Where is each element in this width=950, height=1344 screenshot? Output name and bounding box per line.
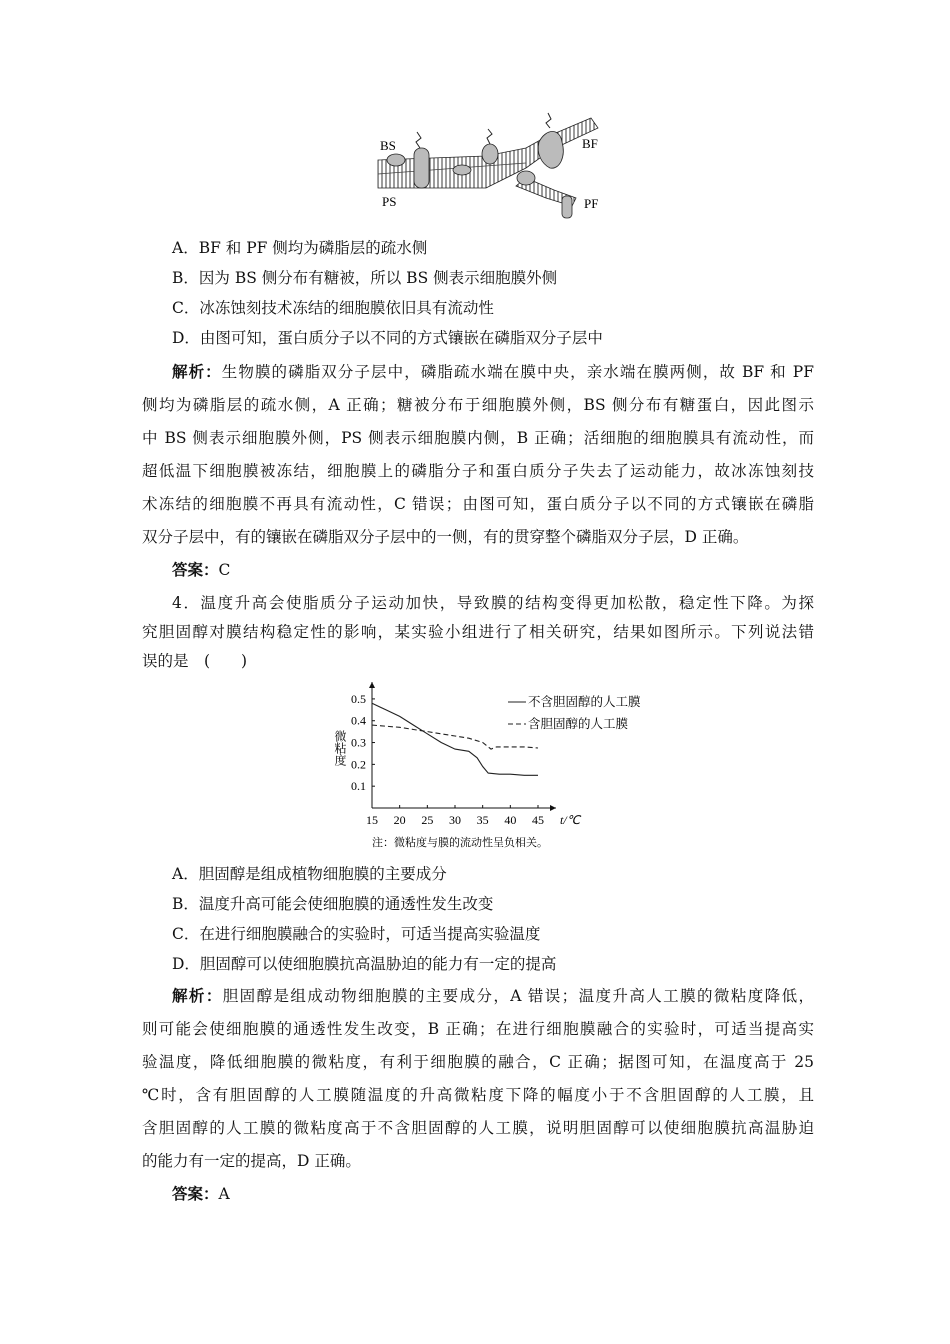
label-ps: PS bbox=[382, 194, 397, 209]
label-bs: BS bbox=[380, 138, 396, 153]
q4-stem-line-3: 误的是 ( ) bbox=[142, 652, 248, 670]
q4-stem-line-2: 究胆固醇对膜结构稳定性的影响，某实验小组进行了相关研究，结果如图所示。下列说法错 bbox=[142, 623, 814, 641]
q3-analysis-line-3: 中 BS 侧表示细胞膜外侧，PS 侧表示细胞膜内侧，B 正确；活细胞的细胞膜具有流动性，而 bbox=[142, 429, 814, 447]
label-pf: PF bbox=[584, 196, 599, 211]
q3-analysis-line-4: 超低温下细胞膜被冻结，细胞膜上的磷脂分子和蛋白质分子失去了运动能力，故冰冻蚀刻技 bbox=[142, 462, 814, 480]
x-tick-label: 20 bbox=[393, 813, 406, 827]
membrane-diagram bbox=[376, 108, 608, 230]
y-tick-label: 0.5 bbox=[351, 691, 366, 706]
q4-analysis-label: 解析： bbox=[172, 986, 223, 1005]
legend-label-1: 不含胆固醇的人工膜 bbox=[528, 695, 641, 709]
y-axis-label: 微粘度 bbox=[333, 730, 347, 766]
q4-option-a: A．胆固醇是组成植物细胞膜的主要成分 bbox=[172, 865, 447, 883]
q4-option-d: D．胆固醇可以使细胞膜抗高温胁迫的能力有一定的提高 bbox=[172, 955, 557, 973]
q3-analysis-line-1: 解析：生物膜的磷脂双分子层中，磷脂疏水端在膜中央，亲水端在膜两侧，故 BF 和 PF bbox=[172, 362, 814, 381]
q3-option-b: B．因为 BS 侧分布有糖被，所以 BS 侧表示细胞膜外侧 bbox=[172, 269, 558, 287]
q3-option-c: C．冰冻蚀刻技术冻结的细胞膜依旧具有流动性 bbox=[172, 299, 494, 317]
y-tick-label: 0.2 bbox=[351, 757, 366, 772]
q4-analysis-line-4: ℃时，含有胆固醇的人工膜随温度的升高微粘度下降的幅度小于不含胆固醇的人工膜，且 bbox=[142, 1086, 814, 1104]
series-line-1 bbox=[372, 703, 538, 775]
q4-answer bbox=[172, 1184, 814, 1204]
x-tick-label: 45 bbox=[532, 813, 544, 827]
q4-option-b: B．温度升高可能会使细胞膜的通透性发生改变 bbox=[172, 895, 494, 913]
q4-answer-value: A bbox=[218, 1185, 230, 1203]
chart-note: 注：微粘度与膜的流动性呈负相关。 bbox=[372, 837, 548, 849]
q3-analysis-line-6: 双分子层中，有的镶嵌在磷脂双分子层中的一侧，有的贯穿整个磷脂双分子层，D 正确。 bbox=[142, 528, 749, 546]
x-tick-label: 15 bbox=[366, 813, 378, 827]
q4-analysis-line-2: 则可能会使细胞膜的通透性发生改变，B 正确；在进行细胞膜融合的实验时，可适当提高实 bbox=[142, 1020, 814, 1038]
q3-analysis-label: 解析： bbox=[172, 362, 222, 381]
q3-analysis-line-2: 侧均为磷脂层的疏水侧，A 正确；糖被分布于细胞膜外侧，BS 侧分布有糖蛋白，因此图示 bbox=[142, 396, 814, 414]
q4-analysis-line-6: 的能力有一定的提高，D 正确。 bbox=[142, 1152, 361, 1170]
q4-answer-label: 答案： bbox=[172, 1184, 219, 1203]
q4-stem-line-1: 4．温度升高会使脂质分子运动加快，导致膜的结构变得更加松散，稳定性下降。为探 bbox=[172, 594, 814, 612]
viscosity-chart bbox=[320, 680, 680, 855]
q4-option-c: C．在进行细胞膜融合的实验时，可适当提高实验温度 bbox=[172, 925, 541, 943]
q3-answer-value: C bbox=[218, 561, 231, 579]
y-axis-arrow bbox=[369, 682, 375, 688]
y-tick-label: 0.1 bbox=[351, 779, 366, 794]
label-bf: BF bbox=[582, 136, 598, 151]
x-tick-label: 40 bbox=[504, 813, 517, 827]
x-axis-label: t/℃ bbox=[560, 813, 581, 827]
x-tick-label: 30 bbox=[449, 813, 461, 827]
q3-option-d: D．由图可知，蛋白质分子以不同的方式镶嵌在磷脂双分子层中 bbox=[172, 329, 603, 347]
q4-analysis-line-5: 含胆固醇的人工膜的微粘度高于不含胆固醇的人工膜，说明胆固醇可以使细胞膜抗高温胁迫 bbox=[142, 1119, 814, 1137]
x-axis-arrow bbox=[550, 805, 556, 811]
q3-option-a: A．BF 和 PF 侧均为磷脂层的疏水侧 bbox=[172, 239, 428, 257]
x-tick-label: 25 bbox=[421, 813, 434, 827]
legend-label-2: 含胆固醇的人工膜 bbox=[528, 717, 629, 731]
q3-analysis-line-5: 术冻结的细胞膜不再具有流动性，C 错误；由图可知，蛋白质分子以不同的方式镶嵌在磷脂 bbox=[142, 495, 814, 513]
q4-analysis-line-1: 解析：胆固醇是组成动物细胞膜的主要成分，A 错误；温度升高人工膜的微粘度降低， bbox=[172, 986, 814, 1005]
y-tick-label: 0.4 bbox=[351, 713, 366, 728]
q3-answer bbox=[172, 560, 814, 580]
y-tick-label: 0.3 bbox=[351, 735, 366, 750]
q4-analysis-line-3: 验温度，降低细胞膜的微粘度，有利于细胞膜的融合，C 正确；据图可知，在温度高于 25 bbox=[142, 1053, 814, 1071]
x-tick-label: 35 bbox=[476, 813, 489, 827]
series-line-2 bbox=[372, 725, 538, 749]
q3-answer-label: 答案： bbox=[172, 560, 219, 579]
